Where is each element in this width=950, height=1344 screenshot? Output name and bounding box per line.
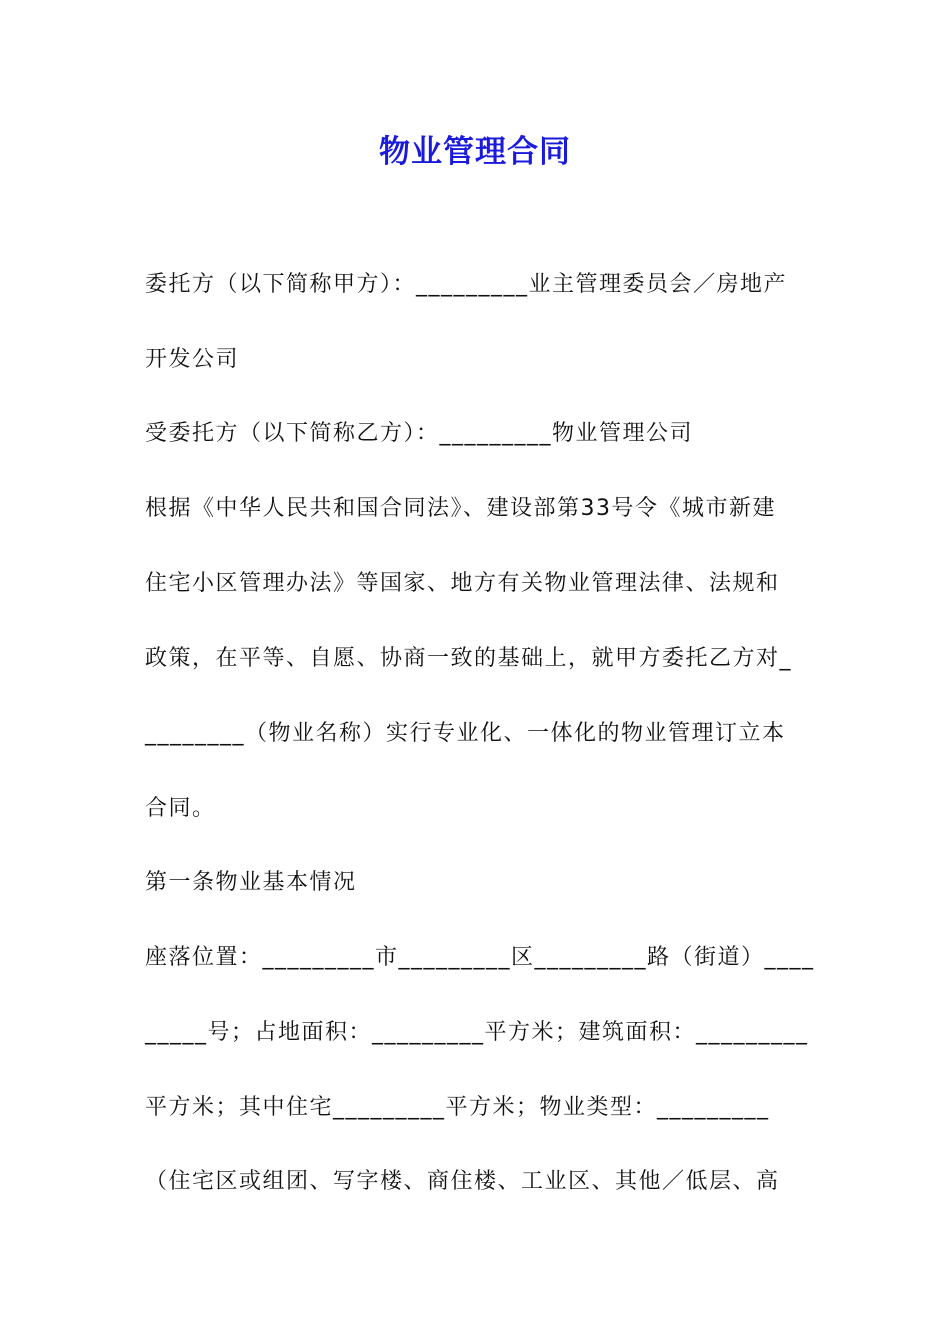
location-line: 座落位置：_________市_________区_________路（街道）____: [145, 945, 815, 970]
preamble-line-4: ________（物业名称）实行专业化、一体化的物业管理订立本: [145, 721, 786, 746]
party-b-line: 受委托方（以下简称乙方）：_________物业管理公司: [145, 421, 694, 446]
area-line: _____号；占地面积：_________平方米；建筑面积：_________: [145, 1020, 809, 1045]
party-a-line: 委托方（以下简称甲方）：_________业主管理委员会／房地产: [145, 272, 788, 297]
property-type-line: （住宅区或组团、写字楼、商住楼、工业区、其他／低层、高: [145, 1169, 780, 1194]
article-1-heading: 第一条物业基本情况: [145, 870, 357, 895]
preamble-line-2: 住宅小区管理办法》等国家、地方有关物业管理法律、法规和: [145, 571, 780, 596]
preamble-line-5: 合同。: [145, 796, 216, 821]
document-title: 物业管理合同: [379, 134, 571, 170]
preamble-line-1: 根据《中华人民共和国合同法》、建设部第33号令《城市新建: [145, 496, 776, 521]
party-a-line-continued: 开发公司: [145, 347, 240, 372]
preamble-line-3: 政策，在平等、自愿、协商一致的基础上，就甲方委托乙方对_: [145, 646, 793, 671]
residential-area-line: 平方米；其中住宅_________平方米；物业类型：_________: [145, 1095, 770, 1120]
